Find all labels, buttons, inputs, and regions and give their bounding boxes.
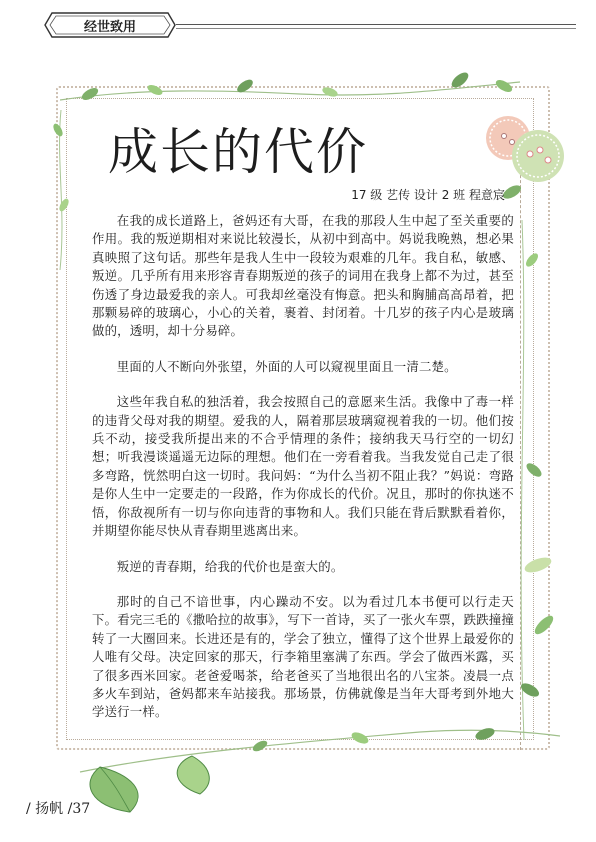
article-paragraph: 这些年我自私的独活着，我会按照自己的意愿来生活。我像中了毒一样的违背父母对我的期望。爱我的人，隔着那层玻璃窥视着我的一切。他们按兵不动，接受我所提出来的不合乎情理的条件；接纳我天马行空的一切幻想；听我漫谈遥遥无边际的理想。他们在一旁看着我。当我发觉自己走了很多弯路，恍然明白这一切时。我问妈：“为什么当初不阻止我？”妈说：弯路是你人生中一定要走的一段路，作为你成长的代价。况且，那时的你执迷不悟，你敌视所有一切与你向违背的事物和人。我们只能在背后默默看着你，并期望你能尽快从青春期里逃离出来。 [92,394,514,539]
section-tag-label: 经世致用 [83,19,136,35]
header-rule-thin [176,28,576,29]
article-paragraph: 在我的成长道路上，爸妈还有大哥，在我的那段人生中起了至关重要的作用。我的叛逆期相对来说比较漫长，从初中到高中。妈说我晚熟，想必果真映照了这句话。那些年是我人生中一段较为艰难的几年。我自私，敏感、叛逆。几乎所有用来形容青春期叛逆的孩子的词用在我身上都不为过，甚至伤透了身边最爱我的亲人。可我却丝毫没有悔意。把头和胸脯高高昂着，把那颗易碎的玻璃心，小心的关着，裹着、封闭着。十几岁的孩子内心是玻璃做的，透明，却十分易碎。 [92,213,514,339]
header-rule [176,24,576,25]
article-paragraph: 那时的自己不谙世事，内心躁动不安。以为看过几本书便可以行走天下。看完三毛的《撒哈拉的故事》，写下一首诗，买了一张火车票，跌跌撞撞转了一大圈回来。长进还是有的，学会了独立，懂得了这个世界上最爱你的人唯有父母。决定回家的那天，行李箱里塞满了东西。学会了做西米露，买了很多西米回家。老爸爱喝茶，给老爸买了当地很出名的八宝茶。凌晨一点多火车到站，爸妈都来车站接我。那场景，仿佛就像是当年大哥考到外地大学送行一样。 [92,593,514,720]
page-footer: / 扬帆 /37 [26,801,91,817]
section-tag [44,12,176,38]
leaf-vine-icon [48,110,74,270]
article-byline: 17 级 艺传 设计 2 班 程意宸 [351,188,505,202]
leaf-vine-icon [60,60,520,120]
article-body [92,212,514,739]
article-paragraph: 叛逆的青春期，给我的代价也是蛮大的。 [116,558,344,574]
article-paragraph: 里面的人不断向外张望，外面的人可以窥视里面且一清二楚。 [116,358,457,374]
article-title: 成长的代价 [108,123,368,181]
leaf-vine-icon [508,220,568,740]
